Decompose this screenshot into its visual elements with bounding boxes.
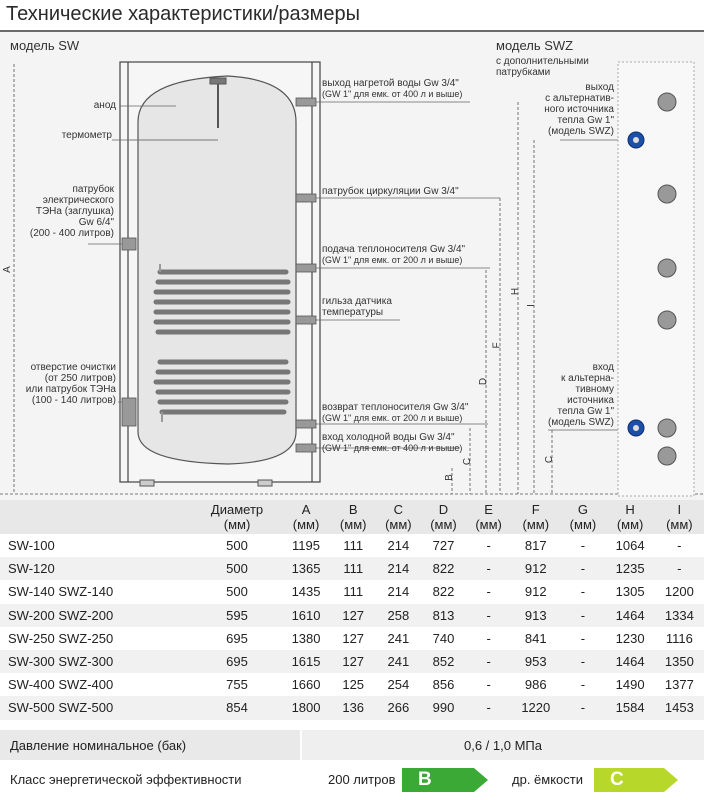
dim-letter-i: I <box>525 304 537 307</box>
dimension-cell: 125 <box>331 673 376 696</box>
table-row <box>0 673 704 696</box>
column-header: Диаметр (мм) <box>193 500 282 534</box>
energy-row <box>0 764 704 794</box>
model-name-cell: SW-400 SWZ-400 <box>0 673 193 696</box>
dimension-cell: 856 <box>421 673 466 696</box>
dimension-cell: 500 <box>193 557 282 580</box>
dimension-cell: 1365 <box>281 557 330 580</box>
column-header: A (мм) <box>281 500 330 534</box>
dimension-cell: - <box>655 534 704 557</box>
table-row <box>0 627 704 650</box>
model-name-cell: SW-500 SWZ-500 <box>0 696 193 719</box>
dimension-cell: 500 <box>193 580 282 603</box>
column-header: F (мм) <box>511 500 560 534</box>
dimension-cell: 1435 <box>281 580 330 603</box>
alt-source-inlet-label: вход к альтерна- тивному источника тепла Gw 1" (модель SWZ) <box>548 362 614 428</box>
model-swz-sublabel: с дополнительными патрубками <box>496 56 589 78</box>
dimension-cell: 1453 <box>655 696 704 719</box>
dimension-cell: - <box>466 580 511 603</box>
dimension-cell: - <box>466 534 511 557</box>
dimension-cell: 111 <box>331 580 376 603</box>
table-row <box>0 580 704 603</box>
dimension-cell: 241 <box>376 650 421 673</box>
column-header: D (мм) <box>421 500 466 534</box>
energy-class-c-letter: C <box>610 769 624 790</box>
dimension-cell: - <box>466 696 511 719</box>
column-header <box>0 500 193 534</box>
dimension-cell: 1380 <box>281 627 330 650</box>
dimension-cell: 266 <box>376 696 421 719</box>
table-header-row <box>0 500 704 534</box>
energy-class-c-badge <box>594 768 678 792</box>
model-name-cell: SW-140 SWZ-140 <box>0 580 193 603</box>
dim-letter-b: B <box>443 474 455 481</box>
pressure-value: 0,6 / 1,0 МПа <box>464 738 542 753</box>
dimension-cell: - <box>466 650 511 673</box>
dimension-cell: 1350 <box>655 650 704 673</box>
dimension-cell: 953 <box>511 650 560 673</box>
dim-letter-d: D <box>478 377 490 386</box>
model-name-cell: SW-300 SWZ-300 <box>0 650 193 673</box>
dimension-cell: 1235 <box>606 557 655 580</box>
dim-letter-c: C <box>462 457 474 466</box>
dimension-cell: - <box>466 673 511 696</box>
dimension-cell: 990 <box>421 696 466 719</box>
thermometer-label: термометр <box>61 130 112 141</box>
dimension-cell: 822 <box>421 580 466 603</box>
footer-specs <box>0 728 704 800</box>
heat-return-label: возврат теплоносителя Gw 3/4" (GW 1" для емк. от 200 л и выше) <box>322 402 469 423</box>
dimension-cell: - <box>466 557 511 580</box>
dimension-cell: 695 <box>193 650 282 673</box>
cold-water-inlet-label: вход холодной воды Gw 3/4" (GW 1" для емк. от 400 л и выше) <box>322 432 463 453</box>
pressure-value-cell <box>300 730 704 760</box>
dimension-cell: 817 <box>511 534 560 557</box>
dimension-cell: - <box>560 557 605 580</box>
dimension-cell: 595 <box>193 604 282 627</box>
dimension-cell: 254 <box>376 673 421 696</box>
table-row <box>0 557 704 580</box>
dim-letter-h: H <box>510 287 522 296</box>
dimension-cell: 1220 <box>511 696 560 719</box>
dimension-cell: 214 <box>376 580 421 603</box>
dimension-cell: 111 <box>331 557 376 580</box>
dimension-cell: - <box>560 604 605 627</box>
table-body <box>0 534 704 720</box>
dimension-cell: 1490 <box>606 673 655 696</box>
model-name-cell: SW-120 <box>0 557 193 580</box>
model-sw-label: модель SW <box>10 38 80 53</box>
column-header: G (мм) <box>560 500 605 534</box>
hot-water-outlet-label: выход нагретой воды Gw 3/4" (GW 1" для емк. от 400 л и выше) <box>322 78 463 99</box>
energy-class-b-badge <box>402 768 488 792</box>
dimension-cell: - <box>466 604 511 627</box>
dimension-cell: 1660 <box>281 673 330 696</box>
dimension-cell: 727 <box>421 534 466 557</box>
dimension-cell: 1584 <box>606 696 655 719</box>
dimension-cell: - <box>560 673 605 696</box>
dimension-cell: - <box>466 627 511 650</box>
table-row <box>0 696 704 719</box>
heat-feed-label: подача теплоносителя Gw 3/4" (GW 1" для емк. от 200 л и выше) <box>322 244 466 265</box>
dimension-cell: 136 <box>331 696 376 719</box>
dimension-cell: 1116 <box>655 627 704 650</box>
energy-other-label: др. ёмкости <box>512 772 583 787</box>
dimension-cell: 214 <box>376 557 421 580</box>
dimension-cell: 913 <box>511 604 560 627</box>
dimension-cell: 852 <box>421 650 466 673</box>
dimension-cell: 1464 <box>606 604 655 627</box>
sensor-sleeve-label: гильза датчика температуры <box>322 296 392 318</box>
dimension-cell: 500 <box>193 534 282 557</box>
energy-class-label: Класс энергетической эффективности <box>10 772 242 787</box>
dimension-cell: 912 <box>511 557 560 580</box>
dimension-cell: 854 <box>193 696 282 719</box>
dimension-cell: - <box>655 557 704 580</box>
energy-200l-label: 200 литров <box>328 772 396 787</box>
pressure-row <box>0 730 704 760</box>
dimension-cell: 986 <box>511 673 560 696</box>
dimension-cell: - <box>560 627 605 650</box>
technical-diagram <box>0 32 704 500</box>
dimension-cell: 822 <box>421 557 466 580</box>
dimension-cell: - <box>560 696 605 719</box>
dimension-cell: 214 <box>376 534 421 557</box>
dimension-cell: 127 <box>331 650 376 673</box>
column-header: C (мм) <box>376 500 421 534</box>
table-row <box>0 650 704 673</box>
dimension-cell: 1377 <box>655 673 704 696</box>
dimension-cell: 1610 <box>281 604 330 627</box>
dimension-cell: 127 <box>331 627 376 650</box>
dimension-cell: 695 <box>193 627 282 650</box>
anode-label: анод <box>93 100 116 111</box>
dimension-cell: 813 <box>421 604 466 627</box>
dimension-cell: - <box>560 650 605 673</box>
model-name-cell: SW-250 SWZ-250 <box>0 627 193 650</box>
table-row <box>0 534 704 557</box>
model-swz-label: модель SWZ <box>496 38 574 53</box>
alt-source-outlet-label: выход с альтернатив- ного источника тепла Gw 1" (модель SWZ) <box>544 82 614 137</box>
table-row <box>0 604 704 627</box>
cleaning-hole-label: отверстие очистки (от 250 литров) или патрубок ТЭНа (100 - 140 литров) <box>25 362 116 406</box>
column-header: H (мм) <box>606 500 655 534</box>
energy-class-b-letter: B <box>418 769 432 790</box>
dimension-cell: 127 <box>331 604 376 627</box>
dimension-cell: 912 <box>511 580 560 603</box>
column-header: E (мм) <box>466 500 511 534</box>
dimension-cell: - <box>560 580 605 603</box>
dim-letter-f: F <box>491 342 503 349</box>
dimension-cell: 111 <box>331 534 376 557</box>
dimension-cell: 1230 <box>606 627 655 650</box>
dimension-cell: 241 <box>376 627 421 650</box>
dimension-cell: 258 <box>376 604 421 627</box>
dimensions-table <box>0 500 704 720</box>
dimension-cell: 740 <box>421 627 466 650</box>
dim-letter-c2: C <box>544 455 556 464</box>
dimension-cell: - <box>560 534 605 557</box>
dimension-cell: 1800 <box>281 696 330 719</box>
dim-letter-a: A <box>1 266 13 273</box>
dimension-cell: 1305 <box>606 580 655 603</box>
model-name-cell: SW-100 <box>0 534 193 557</box>
dimension-cell: 1464 <box>606 650 655 673</box>
dimension-cell: 1064 <box>606 534 655 557</box>
column-header: I (мм) <box>655 500 704 534</box>
pressure-label: Давление номинальное (бак) <box>10 738 187 753</box>
electric-pipe-label: патрубок электрического ТЭНа (заглушка) Gw 6/4" (200 - 400 литров) <box>29 184 114 239</box>
dimension-cell: 1195 <box>281 534 330 557</box>
page-title: Технические характеристики/размеры <box>6 3 360 25</box>
model-name-cell: SW-200 SWZ-200 <box>0 604 193 627</box>
dimension-cell: 841 <box>511 627 560 650</box>
dimension-cell: 755 <box>193 673 282 696</box>
dimension-cell: 1334 <box>655 604 704 627</box>
circulation-label: патрубок циркуляции Gw 3/4" <box>322 186 459 197</box>
dimension-cell: 1615 <box>281 650 330 673</box>
dimension-cell: 1200 <box>655 580 704 603</box>
column-header: B (мм) <box>331 500 376 534</box>
